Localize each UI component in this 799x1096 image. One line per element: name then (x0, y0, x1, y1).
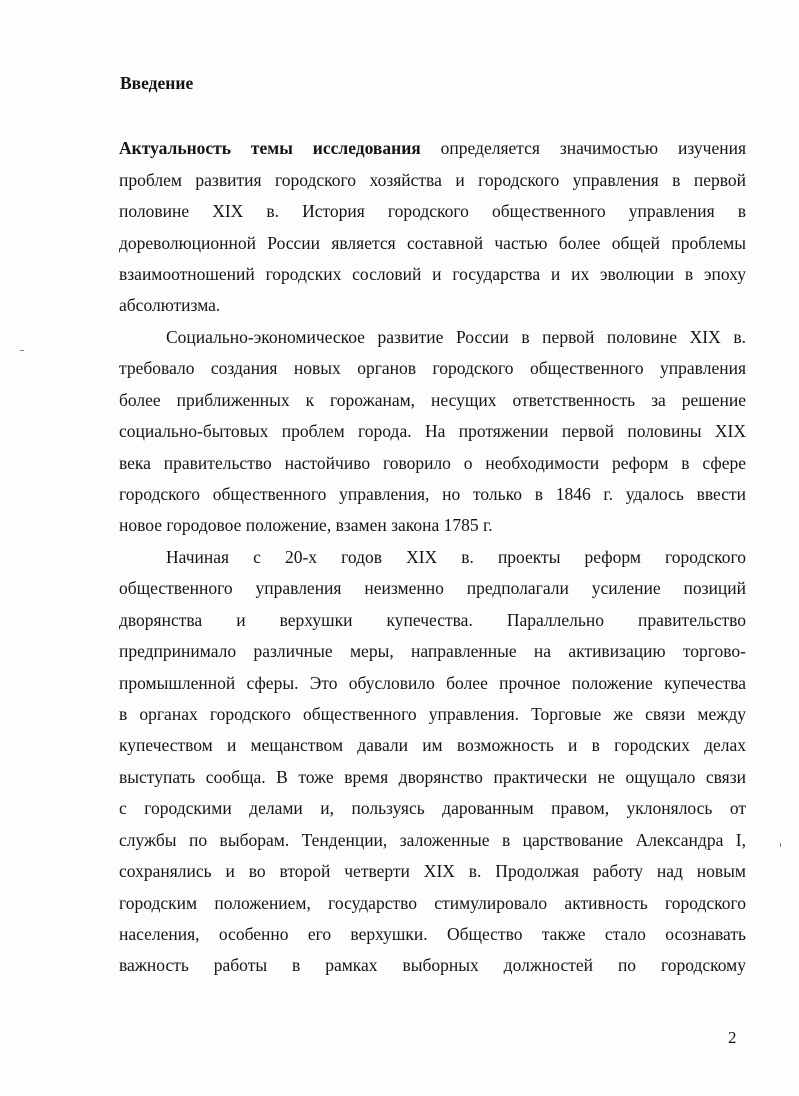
text-line: службы по выборам. Тенденции, заложенные в царствование Александра I, (119, 830, 746, 850)
text-line: дворянства и верхушки купечества. Параллельно правительство (119, 610, 746, 630)
text-line: взаимоотношений городских сословий и государства и их эволюции в эпоху (119, 264, 746, 284)
text-line: купечеством и мещанством давали им возможность и в городских делах (119, 735, 746, 755)
text-line: важность работы в рамках выборных должностей по городскому (119, 955, 746, 975)
text-line: промышленной сферы. Это обусловило более прочное положение купечества (119, 673, 746, 693)
text-line: городским положением, государство стимулировало активность городского (119, 893, 746, 913)
text-line: более приближенных к горожанам, несущих ответственность за решение (119, 390, 746, 410)
text-line: века правительство настойчиво говорило о необходимости реформ в сфере (119, 453, 746, 473)
text-line: сохранялись и во второй четверти XIX в. Продолжая работу над новым (119, 861, 746, 881)
text-line: половине XIX в. История городского общественного управления в (119, 201, 746, 221)
text-line: социально-бытовых проблем города. На протяжении первой половины XIX (119, 421, 746, 441)
text-line: с городскими делами и, пользуясь дарованным правом, уклонялось от (119, 798, 746, 818)
text-line: населения, особенно его верхушки. Общество также стало осознавать (119, 924, 746, 944)
page-number: 2 (728, 1028, 737, 1047)
section-heading: Введение (120, 73, 194, 93)
bold-phrase: Актуальность темы исследования (119, 138, 421, 158)
text-line: Начиная с 20-х годов XIX в. проекты реформ городского (166, 547, 746, 567)
text-line: в органах городского общественного управления. Торговые же связи между (119, 704, 746, 724)
text-line: городского общественного управления, но только в 1846 г. удалось ввести (119, 484, 746, 504)
text-line: дореволюционной России является составной частью более общей проблемы (119, 233, 746, 253)
text-line: новое городовое положение, взамен закона 1785 г. (119, 515, 493, 535)
text-line: предпринимало различные меры, направленные на активизацию торгово- (119, 641, 746, 661)
text-line: абсолютизма. (119, 295, 221, 315)
text-line: проблем развития городского хозяйства и городского управления в первой (119, 170, 746, 190)
text-line: Актуальность темы исследования определяется значимостью изучения (119, 138, 746, 158)
text-line: требовало создания новых органов городского общественного управления (119, 358, 746, 378)
text-line: Социально-экономическое развитие России в первой половине XIX в. (166, 327, 746, 347)
text-line: выступать сообща. В тоже время дворянство практически не ощущало связи (119, 767, 746, 787)
scan-speck (20, 350, 24, 351)
text-line: общественного управления неизменно предполагали усиление позиций (119, 578, 746, 598)
scan-speck (780, 843, 781, 847)
